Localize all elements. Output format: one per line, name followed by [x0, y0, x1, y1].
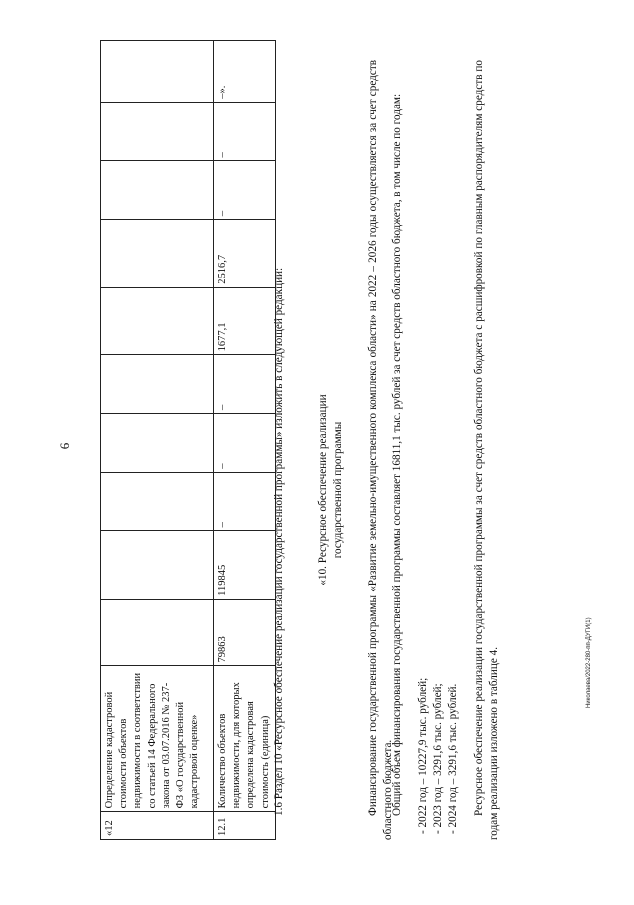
table-cell	[101, 472, 214, 531]
footer-code: Николаева/2022-280-пп-ДУГИ(1)	[586, 617, 592, 708]
table-cell-value: –	[214, 472, 276, 531]
table-cell-value: –	[214, 161, 276, 220]
table-cell-value: 1677,1	[214, 287, 276, 355]
table-cell-value: –	[214, 102, 276, 161]
table-cell-name: Количество объектов недвижимости, для которых определена кадастровая стоимость (единица)	[214, 666, 276, 812]
table-cell	[101, 41, 214, 103]
paragraph-1-6	[272, 60, 287, 840]
table-cell-value: –	[214, 355, 276, 414]
table-cell-value: 79863	[214, 599, 276, 666]
paragraph-resource	[472, 60, 502, 840]
table-row	[101, 41, 214, 840]
table-cell-value: –».	[214, 41, 276, 103]
list-item: - 2023 год – 3291,6 тыс. рублей;	[431, 683, 444, 834]
table-cell	[101, 161, 214, 220]
paragraph-text: 1.6 Раздел 10 «Ресурсное обеспечение реализации государственной программы» изложить в следующей редакции:	[273, 267, 285, 816]
indicators-table	[100, 40, 276, 840]
table-cell	[101, 287, 214, 355]
table-row	[214, 41, 276, 840]
paragraph-text: Общий объем финансирования государственной программы составляет 16811,1 тыс. рублей за счет средств областного бюджета, в том числе по годам:	[391, 93, 403, 816]
paragraph-total	[390, 60, 405, 840]
table-cell	[101, 102, 214, 161]
table-cell	[101, 414, 214, 473]
paragraph-text: Финансирование государственной программы «Развитие земельно-имущественного комплекса области» на 2022 – 2026 годы осуществляется за счет средств областного бюджета.	[367, 60, 394, 840]
years-list	[416, 678, 460, 834]
table-cell-num: 12.1	[214, 812, 276, 840]
section-heading-line: государственной программы	[332, 421, 345, 559]
list-item: - 2022 год – 10227,9 тыс. рублей;	[417, 677, 429, 834]
section-heading	[316, 280, 346, 700]
table-cell-num: «12	[101, 812, 214, 840]
table-cell-value: 119845	[214, 531, 276, 599]
table-cell	[101, 355, 214, 414]
rotated-content	[80, 40, 560, 860]
table-cell-value: 2516,7	[214, 220, 276, 288]
table-cell	[101, 531, 214, 599]
table-cell-name: Определение кадастровой стоимости объектов недвижимости в соответствии со статьей 14 Федерального закона от 03.07.2016 № 237-ФЗ «О государственной кадастровой оценке»	[101, 666, 214, 812]
table-cell-value: –	[214, 414, 276, 473]
list-item: - 2024 год – 3291,6 тыс. рублей.	[446, 683, 459, 834]
table-cell	[101, 220, 214, 288]
page-number: 6	[57, 442, 72, 450]
section-heading-line: «10. Ресурсное обеспечение реализации	[317, 394, 329, 586]
paragraph-text: Ресурсное обеспечение реализации государственной программы за счет средств областного бюджета с расшифровкой по главным распорядителям средств по годам реализации изложено в таблице 4.	[473, 60, 500, 840]
table-cell	[101, 599, 214, 666]
